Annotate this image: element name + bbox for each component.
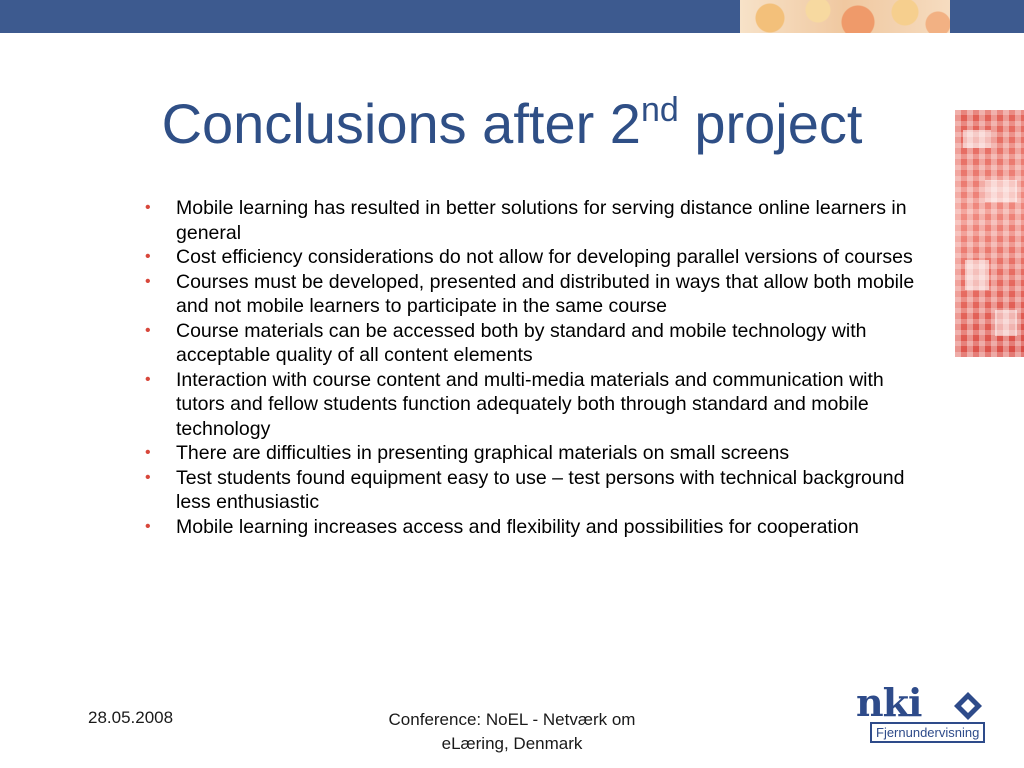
bullet-item [142, 515, 937, 540]
bullet-item [142, 270, 937, 319]
conference-line-2: eLæring, Denmark [441, 734, 583, 753]
bullet-list [142, 196, 937, 539]
nki-logo [854, 680, 999, 748]
bullet-icon: • [145, 517, 151, 535]
title-superscript: nd [640, 91, 679, 129]
bullet-icon: • [145, 272, 151, 290]
bullet-icon: • [145, 248, 151, 265]
bullet-text: Mobile learning has resulted in better solutions for serving distance online learners in general [176, 197, 907, 244]
bullet-icon: • [145, 199, 151, 216]
bullet-text: Mobile learning increases access and flexibility and possibilities for cooperation [176, 515, 859, 538]
slide-title [60, 92, 964, 156]
bullet-icon: • [145, 444, 151, 461]
bullet-icon: • [145, 370, 151, 388]
title-rest: project [678, 92, 863, 155]
bullet-icon: • [145, 321, 151, 339]
bullet-text: Test students found equipment easy to use – test persons with technical background less enthusiastic [176, 466, 905, 513]
logo-wordmark: nki [856, 680, 922, 725]
banner-photo [740, 0, 950, 33]
footer-conference [362, 708, 662, 756]
side-photo [955, 110, 1024, 357]
bullet-text: There are difficulties in presenting graphical materials on small screens [176, 442, 790, 464]
title-main: Conclusions after 2 [161, 92, 641, 155]
bullet-text: Cost efficiency considerations do not allow for developing parallel versions of courses [176, 246, 913, 268]
footer-date: 28.05.2008 [88, 708, 174, 727]
diamond-icon [952, 690, 984, 722]
bullet-item [142, 441, 937, 466]
bullet-icon: • [145, 468, 151, 486]
bullet-item [142, 196, 937, 245]
bullet-item [142, 245, 937, 270]
conference-line-1: Conference: NoEL - Netværk om [388, 710, 636, 729]
bullet-text: Courses must be developed, presented and distributed in ways that allow both mobile and not mobile learners to participate in the same course [176, 270, 915, 317]
bullet-text: Course materials can be accessed both by standard and mobile technology with acceptable quality of all content elements [176, 319, 867, 366]
bullet-item [142, 368, 937, 442]
logo-subtitle: Fjernundervisning [870, 722, 985, 743]
bullet-item [142, 466, 937, 515]
bullet-text: Interaction with course content and multi-media materials and communication with tutors and fellow students function adequately both through standard and mobile technology [176, 368, 884, 440]
bullet-item [142, 319, 937, 368]
